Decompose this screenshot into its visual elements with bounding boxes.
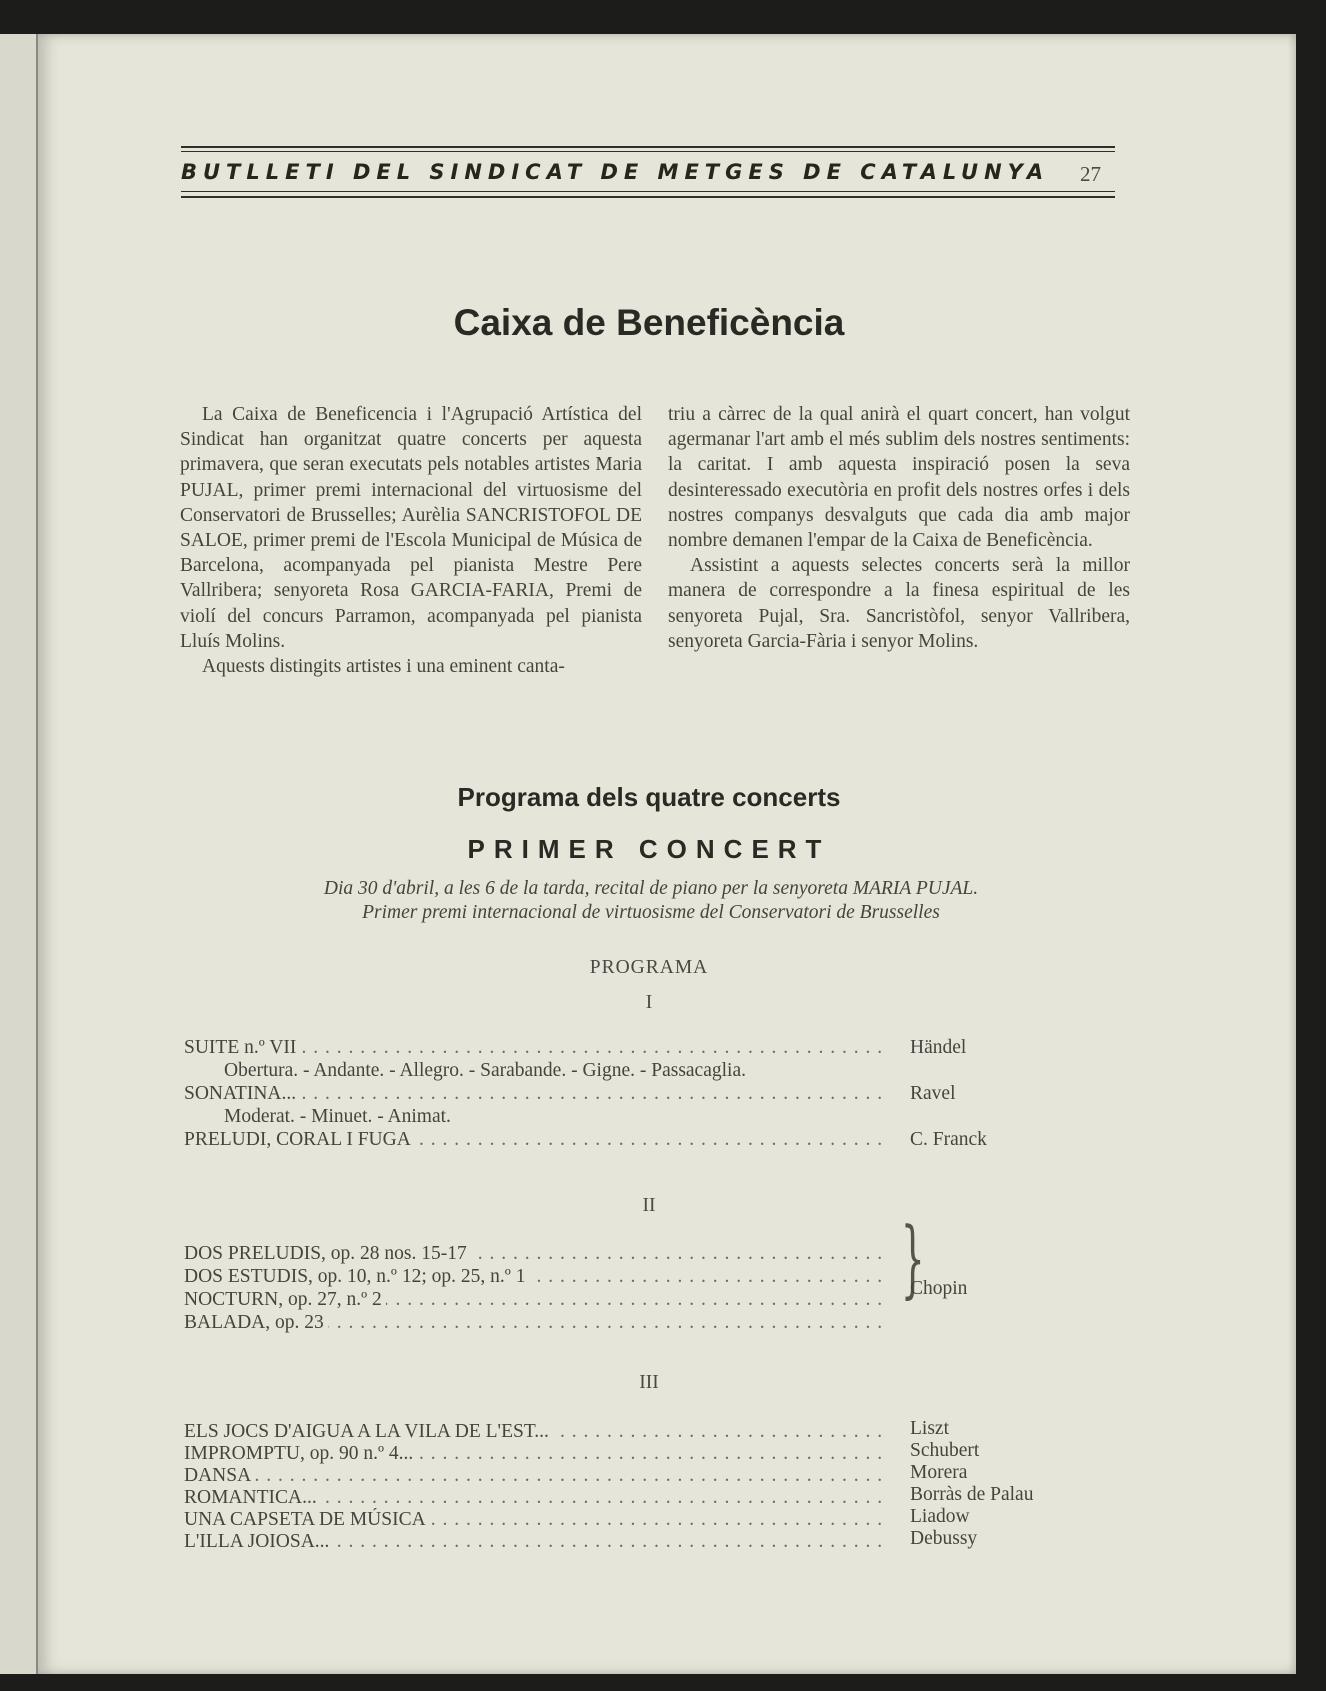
program-item	[184, 1082, 884, 1106]
piece-title: BALADA, op. 23	[184, 1312, 328, 1333]
paragraph: triu a càrrec de la qual anirà el quart concert, han volgut agermanar l'art amb el més sublim dels nostres sentiments: la caritat. I amb aquesta inspiració posen la seva desinteressado executòria en profit dels nostres orfes i dels nostres companys desvalguts que cada dia amb major nombre demanen l'empar de la Caixa de Beneficència.	[668, 404, 1130, 552]
piece-title: IMPROMPTU, op. 90 n.º 4...	[184, 1443, 417, 1464]
program-item	[184, 1036, 884, 1060]
section-numeral: I	[645, 992, 653, 1013]
program-item	[184, 1311, 884, 1335]
composer: C. Franck	[910, 1129, 987, 1150]
piece-title: ROMANTICA...	[184, 1487, 321, 1508]
piece-title: DOS ESTUDIS, op. 10, n.º 12; op. 25, n.º 1	[184, 1266, 529, 1287]
piece-title: L'ILLA JOIOSA...	[184, 1531, 333, 1552]
header-rule-top	[181, 146, 1115, 148]
program-item	[184, 1128, 884, 1152]
paragraph: La Caixa de Beneficencia i l'Agrupació Artística del Sindicat han organitzat quatre concerts per aquesta primavera, que seran executats pels notables artistes Maria PUJAL, primer premi internacional del virtuosisme del Conservatori de Brusselles; Aurèlia SANCRISTOFOL DE SALOE, primer premi de l'Escola Municipal de Música de Barcelona, acompanyada pel pianista Mestre Pere Vallribera; senyoreta Rosa GARCIA-FARIA, Premi de violí del concurs Parramon, acompanyada pel pianista Lluís Molins.	[180, 404, 642, 652]
piece-title: DOS PRELUDIS, op. 28 nos. 15-17	[184, 1243, 471, 1264]
concert-title: PRIMER CONCERT	[467, 834, 831, 864]
header-rule-bottom	[181, 196, 1115, 198]
composer: Debussy	[910, 1528, 978, 1549]
piece-title: PRELUDI, CORAL I FUGA	[184, 1129, 415, 1150]
article-column-right	[668, 402, 1130, 654]
program-item	[184, 1288, 884, 1312]
piece-title: SUITE n.º VII	[184, 1037, 300, 1058]
programa-label: PROGRAMA	[589, 957, 709, 978]
page-number: 27	[1080, 162, 1101, 186]
piece-title: ELS JOCS D'AIGUA A LA VILA DE L'EST...	[184, 1421, 553, 1442]
program-item	[184, 1464, 884, 1488]
composer: Liadow	[910, 1506, 970, 1527]
document-page	[38, 34, 1296, 1674]
article-column-left	[180, 402, 642, 679]
composer: Chopin	[910, 1278, 968, 1299]
program-item	[184, 1530, 884, 1554]
composer: Schubert	[910, 1440, 980, 1461]
paragraph: Assistint a aquests selectes concerts serà la millor manera de correspondre a la finesa espiritual de les senyoreta Pujal, Sra. Sancristòfol, senyor Vallribera, senyoreta Garcia-Fària i senyor Molins.	[668, 555, 1130, 652]
section-numeral: III	[639, 1372, 659, 1393]
header-rule-top-thin	[181, 151, 1115, 152]
brace: }	[900, 1209, 925, 1307]
piece-title: NOCTURN, op. 27, n.º 2	[184, 1289, 386, 1310]
article-title: Caixa de Beneficència	[453, 302, 845, 343]
program-title: Programa dels quatre concerts	[457, 782, 841, 812]
program-item	[184, 1486, 884, 1510]
composer: Borràs de Palau	[910, 1484, 1034, 1505]
movements: Moderat. - Minuet. - Animat.	[224, 1106, 451, 1127]
program-item	[184, 1508, 884, 1532]
program-item	[184, 1442, 884, 1466]
header-rule-bottom-thin	[181, 191, 1115, 192]
piece-title: DANSA	[184, 1465, 255, 1486]
composer: Morera	[910, 1462, 968, 1483]
piece-title: UNA CAPSETA DE MÚSICA	[184, 1509, 430, 1530]
piece-title: SONATINA...	[184, 1083, 300, 1104]
journal-header: BUTLLETI DEL SINDICAT DE METGES DE CATALUNYA	[181, 160, 1050, 184]
adjacent-page-edge	[0, 34, 38, 1674]
composer: Ravel	[910, 1083, 956, 1104]
section-numeral: II	[642, 1195, 656, 1216]
composer: Händel	[910, 1037, 967, 1058]
concert-description: Dia 30 d'abril, a les 6 de la tarda, recital de piano per la senyoreta MARIA PUJAL. Primer premi internacional de virtuosisme del Conservatori de Brusselles	[323, 878, 979, 923]
program-item	[184, 1265, 884, 1289]
paragraph: Aquests distingits artistes i una eminent canta-	[202, 656, 565, 678]
program-item	[184, 1420, 884, 1444]
composer: Liszt	[910, 1418, 949, 1439]
movements: Obertura. - Andante. - Allegro. - Sarabande. - Gigne. - Passacaglia.	[224, 1060, 746, 1081]
program-item	[184, 1242, 884, 1266]
